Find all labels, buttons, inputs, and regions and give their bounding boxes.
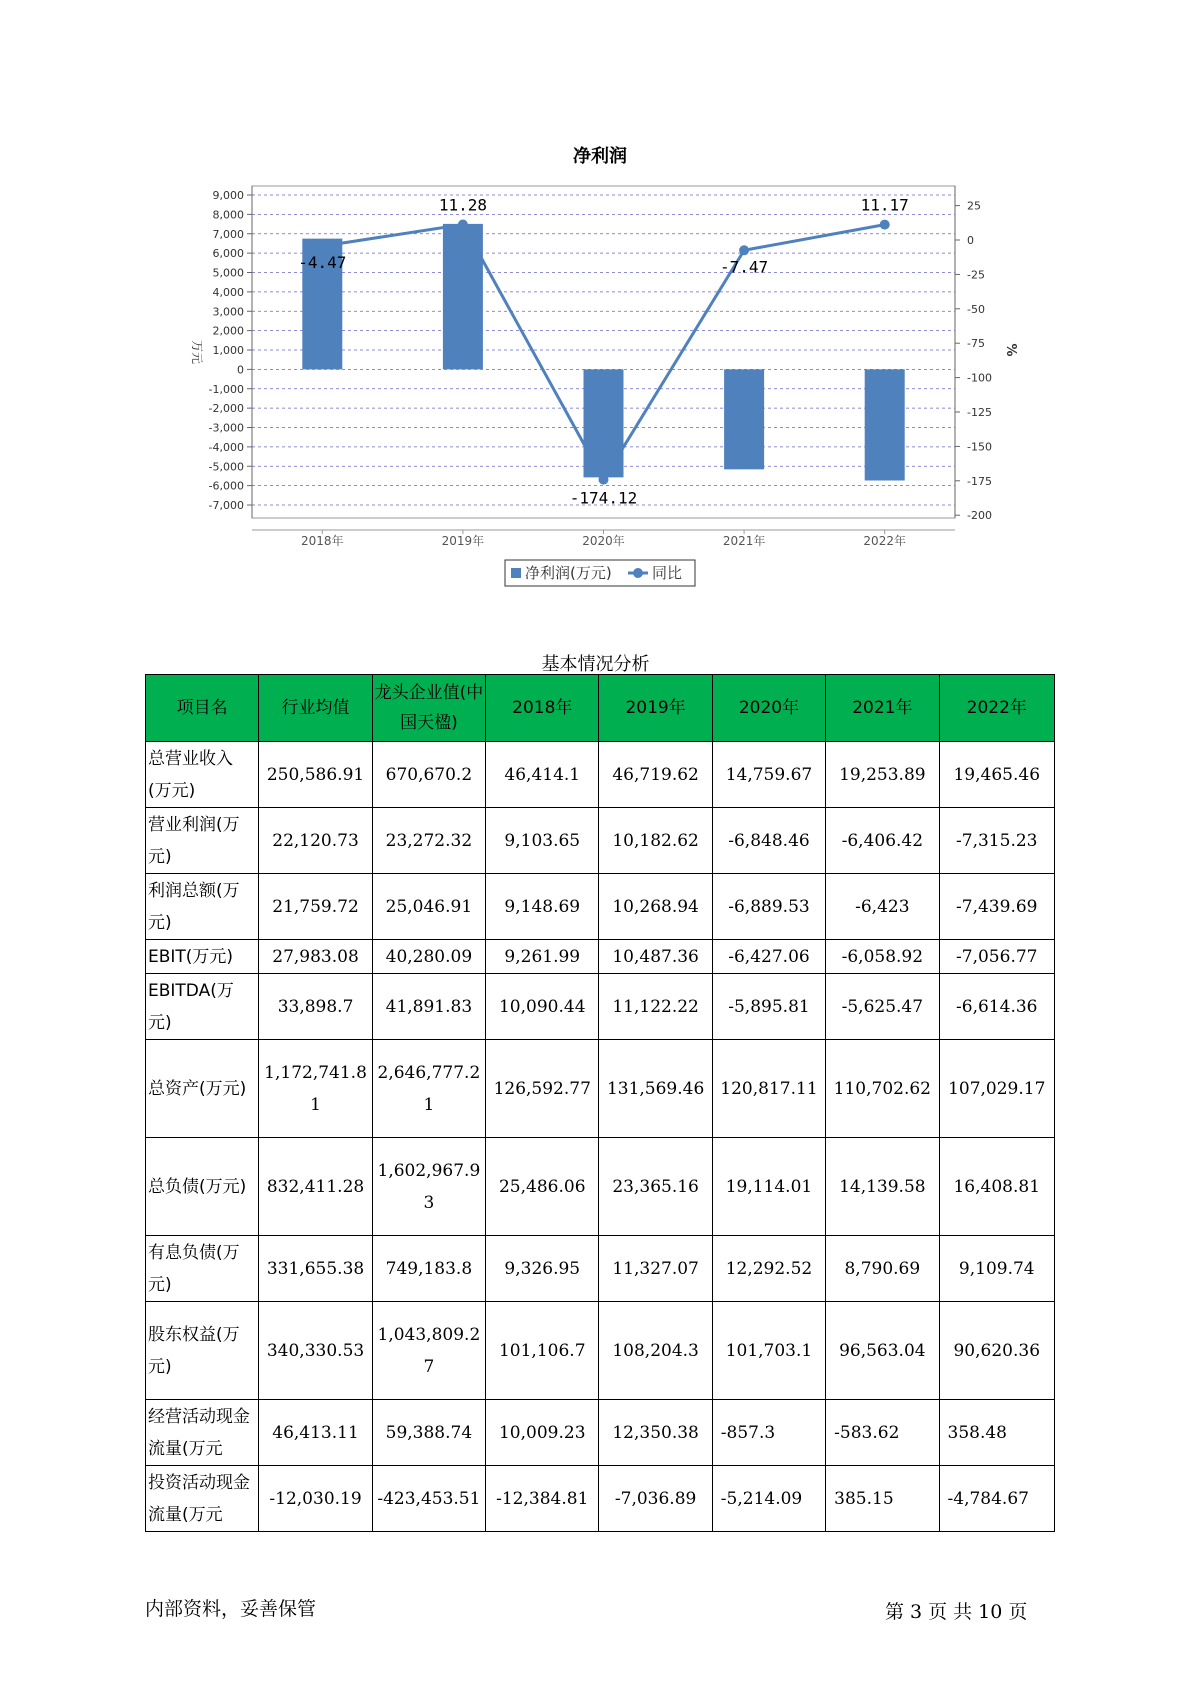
x-tick-label: 2019年: [441, 534, 485, 548]
table-cell: 41,891.83: [372, 974, 485, 1040]
table-cell: 23,365.16: [599, 1138, 712, 1236]
table-cell: 9,148.69: [486, 874, 599, 940]
row-label: 总资产(万元): [146, 1040, 259, 1138]
y-right-tick-label: -25: [967, 268, 985, 282]
table-row: [146, 1040, 1055, 1138]
y-left-tick-label: 0: [237, 363, 244, 377]
y-left-tick-label: -7,000: [208, 499, 244, 512]
table-cell: 12,292.52: [712, 1236, 825, 1302]
row-label: 总营业收入(万元): [146, 742, 259, 808]
row-label: EBIT(万元): [146, 940, 259, 974]
table-cell: -6,848.46: [712, 808, 825, 874]
table-header-cell: 行业均值: [259, 675, 372, 742]
y-left-tick-label: -3,000: [208, 421, 244, 435]
table-cell: 331,655.38: [259, 1236, 372, 1302]
confidential-note: 内部资料，妥善保管: [145, 1598, 317, 1620]
y-left-tick-label: -1,000: [208, 382, 244, 396]
table-cell: 2,646,777.21: [372, 1040, 485, 1138]
y-left-tick-label: 8,000: [212, 208, 244, 222]
table-header-cell: 2022年: [939, 675, 1054, 742]
yoy-data-label: 11.28: [438, 195, 487, 215]
y-left-tick-label: 4,000: [212, 285, 244, 299]
table-cell: 10,009.23: [486, 1400, 599, 1466]
table-cell: 358.48: [939, 1400, 1054, 1466]
table-header-row: [146, 675, 1055, 742]
table-header-cell: 2018年: [486, 675, 599, 742]
table-cell: 131,569.46: [599, 1040, 712, 1138]
table-cell: -583.62: [826, 1400, 939, 1466]
chart-title: 净利润: [573, 146, 627, 167]
bar: [865, 369, 905, 480]
table-cell: -7,315.23: [939, 808, 1054, 874]
table-cell: 250,586.91: [259, 742, 372, 808]
table-cell: 23,272.32: [372, 808, 485, 874]
table-cell: 27,983.08: [259, 940, 372, 974]
y-left-tick-label: 2,000: [212, 324, 244, 338]
yoy-point: [458, 219, 468, 229]
table-cell: 14,139.58: [826, 1138, 939, 1236]
table-cell: 120,817.11: [712, 1040, 825, 1138]
y-right-tick-label: 0: [967, 234, 974, 247]
table-cell: 19,114.01: [712, 1138, 825, 1236]
page-number: 3: [910, 1601, 923, 1623]
table-header-cell: 2021年: [826, 675, 939, 742]
x-tick-label: 2018年: [301, 534, 344, 548]
y-right-tick-label: 25: [967, 199, 981, 213]
net-profit-chart: [0, 0, 1191, 600]
table-cell: 16,408.81: [939, 1138, 1054, 1236]
row-label: 有息负债(万元): [146, 1236, 259, 1302]
legend-bar-label: 净利润(万元): [525, 564, 612, 582]
table-row: [146, 742, 1055, 808]
table-row: [146, 1400, 1055, 1466]
table-cell: -4,784.67: [939, 1466, 1054, 1532]
table-cell: -12,030.19: [259, 1466, 372, 1532]
yoy-data-label: -4.47: [298, 253, 347, 273]
table-cell: 10,090.44: [486, 974, 599, 1040]
table-cell: 19,253.89: [826, 742, 939, 808]
table-cell: 670,670.2: [372, 742, 485, 808]
table-cell: -6,614.36: [939, 974, 1054, 1040]
legend-line-label: 同比: [652, 564, 683, 582]
table-cell: -6,889.53: [712, 874, 825, 940]
y-left-tick-label: 6,000: [212, 247, 244, 261]
table-cell: -7,036.89: [599, 1466, 712, 1532]
yoy-data-label: -7.47: [720, 257, 769, 277]
y-right-tick-label: -200: [967, 509, 992, 523]
table-cell: -5,214.09: [712, 1466, 825, 1532]
table-cell: 8,790.69: [826, 1236, 939, 1302]
total-prefix: 共: [953, 1601, 973, 1623]
table-cell: -5,895.81: [712, 974, 825, 1040]
legend-bar-swatch: [511, 568, 521, 578]
table-cell: 21,759.72: [259, 874, 372, 940]
table-cell: 19,465.46: [939, 742, 1054, 808]
y-left-tick-label: 1,000: [212, 344, 244, 357]
table-cell: 10,487.36: [599, 940, 712, 974]
table-cell: 385.15: [826, 1466, 939, 1532]
table-cell: 90,620.36: [939, 1302, 1054, 1400]
x-tick-label: 2020年: [582, 534, 625, 548]
basic-analysis-table: [145, 674, 1055, 1532]
table-cell: -857.3: [712, 1400, 825, 1466]
table-cell: 126,592.77: [486, 1040, 599, 1138]
y-right-label: %: [1003, 343, 1018, 357]
yoy-data-label: -174.12: [569, 488, 638, 508]
table-row: [146, 1138, 1055, 1236]
table-cell: 108,204.3: [599, 1302, 712, 1400]
table-cell: 101,106.7: [486, 1302, 599, 1400]
y-left-tick-label: -5,000: [208, 460, 244, 474]
y-left-tick-label: -4,000: [208, 440, 244, 454]
chart-canvas: [0, 0, 1191, 600]
y-right-tick-label: -50: [967, 302, 985, 316]
table-cell: 11,327.07: [599, 1236, 712, 1302]
table-cell: 9,326.95: [486, 1236, 599, 1302]
row-label: 经营活动现金流量(万元: [146, 1400, 259, 1466]
table-cell: -6,423: [826, 874, 939, 940]
table-cell: -423,453.51: [372, 1466, 485, 1532]
table-cell: 110,702.62: [826, 1040, 939, 1138]
y-left-tick-label: 9,000: [212, 189, 244, 202]
table-cell: 11,122.22: [599, 974, 712, 1040]
table-row: [146, 1466, 1055, 1532]
table-cell: 749,183.8: [372, 1236, 485, 1302]
y-right-tick-label: -75: [967, 337, 985, 351]
table-cell: -6,406.42: [826, 808, 939, 874]
table-cell: 12,350.38: [599, 1400, 712, 1466]
row-label: 投资活动现金流量(万元: [146, 1466, 259, 1532]
table-cell: 25,046.91: [372, 874, 485, 940]
table-cell: 9,109.74: [939, 1236, 1054, 1302]
table-cell: 40,280.09: [372, 940, 485, 974]
table-header-cell: 龙头企业值(中国天楹): [372, 675, 485, 742]
yoy-data-label: 11.17: [860, 195, 909, 215]
row-label: 总负债(万元): [146, 1138, 259, 1236]
y-left-tick-label: -2,000: [208, 402, 244, 416]
table-cell: 832,411.28: [259, 1138, 372, 1236]
table-cell: 340,330.53: [259, 1302, 372, 1400]
legend-line-marker: [633, 568, 643, 578]
table-cell: 96,563.04: [826, 1302, 939, 1400]
y-right-tick-label: -100: [967, 371, 992, 385]
y-left-tick-label: -6,000: [208, 479, 244, 493]
table-cell: -6,058.92: [826, 940, 939, 974]
table-cell: 107,029.17: [939, 1040, 1054, 1138]
total-pages: 10: [978, 1601, 1003, 1623]
y-left-tick-label: 7,000: [212, 227, 244, 241]
table-cell: 46,413.11: [259, 1400, 372, 1466]
yoy-point: [880, 220, 890, 230]
table-title: 基本情况分析: [541, 654, 650, 675]
y-right-tick-label: -125: [967, 406, 992, 419]
row-label: 利润总额(万元): [146, 874, 259, 940]
row-label: 股东权益(万元): [146, 1302, 259, 1400]
table-row: [146, 808, 1055, 874]
table-cell: 14,759.67: [712, 742, 825, 808]
row-label: EBITDA(万元): [146, 974, 259, 1040]
row-label: 营业利润(万元): [146, 808, 259, 874]
x-tick-label: 2022年: [863, 534, 906, 548]
table-cell: 33,898.7: [259, 974, 372, 1040]
table-cell: 10,268.94: [599, 874, 712, 940]
page-indicator: [885, 1597, 1033, 1624]
table-cell: 25,486.06: [486, 1138, 599, 1236]
yoy-point: [599, 475, 609, 485]
table-cell: 46,719.62: [599, 742, 712, 808]
total-unit: 页: [1008, 1601, 1028, 1623]
table-cell: 1,043,809.27: [372, 1302, 485, 1400]
table-cell: 9,103.65: [486, 808, 599, 874]
table-cell: -12,384.81: [486, 1466, 599, 1532]
table-row: [146, 1236, 1055, 1302]
table-header-cell: 2019年: [599, 675, 712, 742]
table-row: [146, 1302, 1055, 1400]
table-row: [146, 974, 1055, 1040]
y-right-tick-label: -150: [967, 440, 992, 454]
table-cell: 1,172,741.81: [259, 1040, 372, 1138]
table-cell: -7,056.77: [939, 940, 1054, 974]
yoy-point: [317, 241, 327, 251]
table-cell: 101,703.1: [712, 1302, 825, 1400]
bar: [584, 369, 624, 477]
yoy-point: [739, 245, 749, 255]
table-cell: 9,261.99: [486, 940, 599, 974]
table-cell: -5,625.47: [826, 974, 939, 1040]
table-cell: 1,602,967.93: [372, 1138, 485, 1236]
y-left-label: 万元: [190, 339, 204, 365]
table-cell: 59,388.74: [372, 1400, 485, 1466]
table-cell: 22,120.73: [259, 808, 372, 874]
y-left-tick-label: 5,000: [212, 266, 244, 280]
table-cell: -6,427.06: [712, 940, 825, 974]
table-header-cell: 项目名: [146, 675, 259, 742]
bar: [443, 224, 483, 369]
table-row: [146, 874, 1055, 940]
y-right-tick-label: -175: [967, 474, 992, 488]
table-cell: -7,439.69: [939, 874, 1054, 940]
bar: [724, 369, 764, 469]
x-tick-label: 2021年: [722, 534, 766, 548]
table-header-cell: 2020年: [712, 675, 825, 742]
table-cell: 46,414.1: [486, 742, 599, 808]
page-prefix: 第: [885, 1601, 905, 1623]
y-left-tick-label: 3,000: [212, 305, 244, 319]
page-unit: 页: [928, 1601, 948, 1623]
table-cell: 10,182.62: [599, 808, 712, 874]
table-row: [146, 940, 1055, 974]
